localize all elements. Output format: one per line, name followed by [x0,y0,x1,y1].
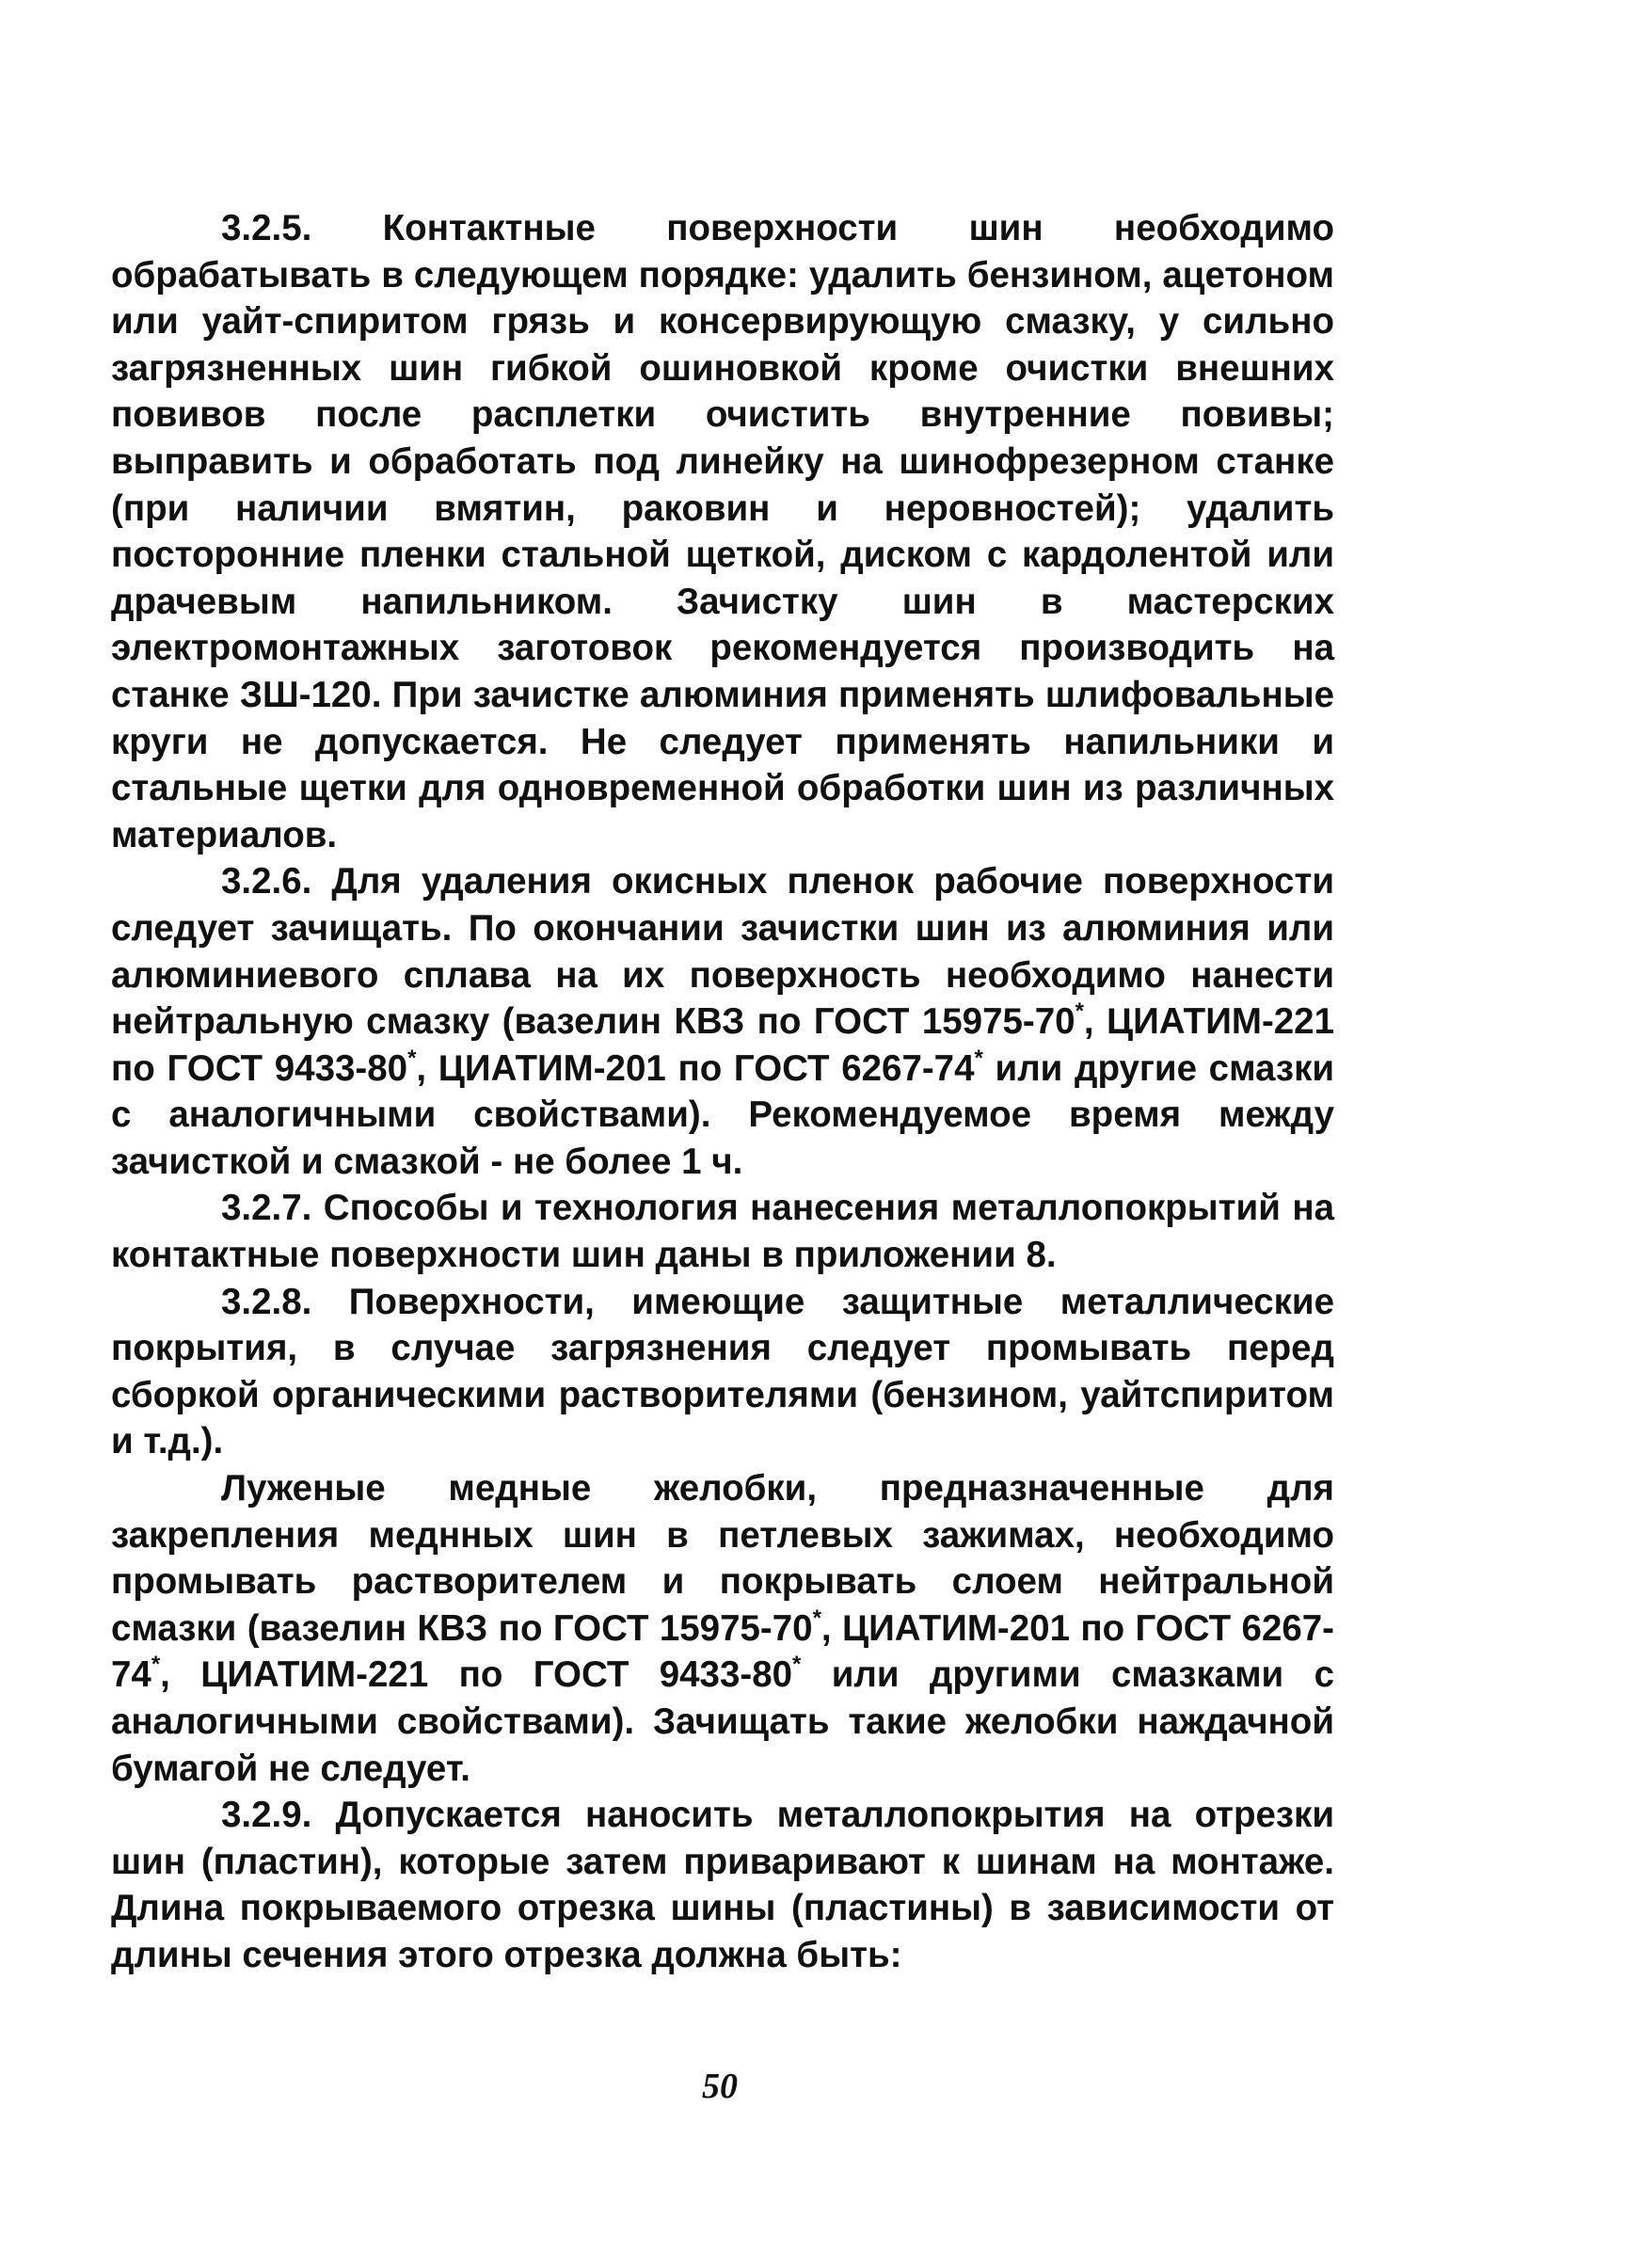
text-segment: , ЦИАТИМ-221 по ГОСТ 9433-80 [111,1001,1334,1089]
text-segment: или другие смазки с аналогичными свойствами). Рекомендуемое время между зачисткой и смазкой - не более 1 ч. [111,1047,1335,1182]
footnote-asterisk: * [812,1605,821,1631]
text-segment: или другими смазками с аналогичными свойствами). Зачищать такие желобки наждачной бумагой не следует. [111,1654,1334,1789]
text-segment: 3.2.8. Поверхности, имеющие защитные металлические покрытия, в случае загрязнения следует промывать перед сборкой органическими растворителями (бензином, уайтспиритом и т.д.). [111,1281,1334,1462]
footnote-asterisk: * [792,1652,802,1678]
text-segment: 3.2.6. Для удаления окисных пленок рабочие поверхности следует зачищать. По окончании зачистки шин из алюминия или алюминиевого сплава на их поверхность необходимо нанести нейтральную смазку (вазелин КВЗ по ГОСТ 15975-70 [111,861,1334,1043]
paragraph-3-2-5 [111,205,1334,858]
text-segment: 3.2.7. Способы и технология нанесения металлопокрытий на контактные поверхности шин даны в приложении 8. [111,1188,1334,1276]
text-segment: 3.2.9. Допускается наносить металлопокрытия на отрезки шин (пластин), которые затем приваривают к шинам на монтаже. Длина покрываемого отрезка шины (пластины) в зависимости от длины сечения этого отрезка должна быть: [111,1795,1334,1975]
footnote-asterisk: * [974,1045,983,1071]
document-body [111,205,1334,1979]
paragraph-3-2-8 [111,1279,1334,1465]
paragraph-3-2-9 [111,1792,1334,1978]
paragraph-luzhenye-zhelobki [111,1465,1334,1792]
footnote-asterisk: * [1075,998,1084,1025]
text-segment: , ЦИАТИМ-201 по ГОСТ 6267-74 [416,1047,975,1089]
text-segment: Луженые медные желобки, предназначенные для закрепления меднных шин в петлевых зажимах, необходимо промывать растворителем и покрывать слоем нейтральной смазки (вазелин КВЗ по ГОСТ 15975-70 [111,1468,1334,1649]
paragraph-3-2-7 [111,1185,1334,1278]
page-number: 50 [702,2067,738,2106]
text-segment: , ЦИАТИМ-201 по ГОСТ 6267-74 [111,1607,1334,1696]
footnote-asterisk: * [151,1652,161,1678]
text-segment: 3.2.5. Контактные поверхности шин необходимо обрабатывать в следующем порядке: удалить бензином, ацетоном или уайт-спиритом грязь и консервирующую смазку, у сильно загрязненных шин гибкой ошиновкой кроме очистки внешних повивов после расплетки очистить внутренние повивы; выправить и обработать под линейку на шинофрезерном станке (при наличии вмятин, раковин и неровностей); удалить посторонние пленки стальной щеткой, диском с кардолентой или драчевым напильником. Зачистку шин в мастерских электромонтажных заготовок рекомендуется производить на станке ЗШ-120. При зачистке алюминия применять шлифовальные круги не допускается. Не следует применять напильники и стальные щетки для одновременной обработки шин из различных материалов. [111,208,1334,855]
footnote-asterisk: * [407,1045,417,1071]
text-segment: , ЦИАТИМ-221 по ГОСТ 9433-80 [160,1654,793,1696]
paragraph-3-2-6 [111,858,1334,1185]
